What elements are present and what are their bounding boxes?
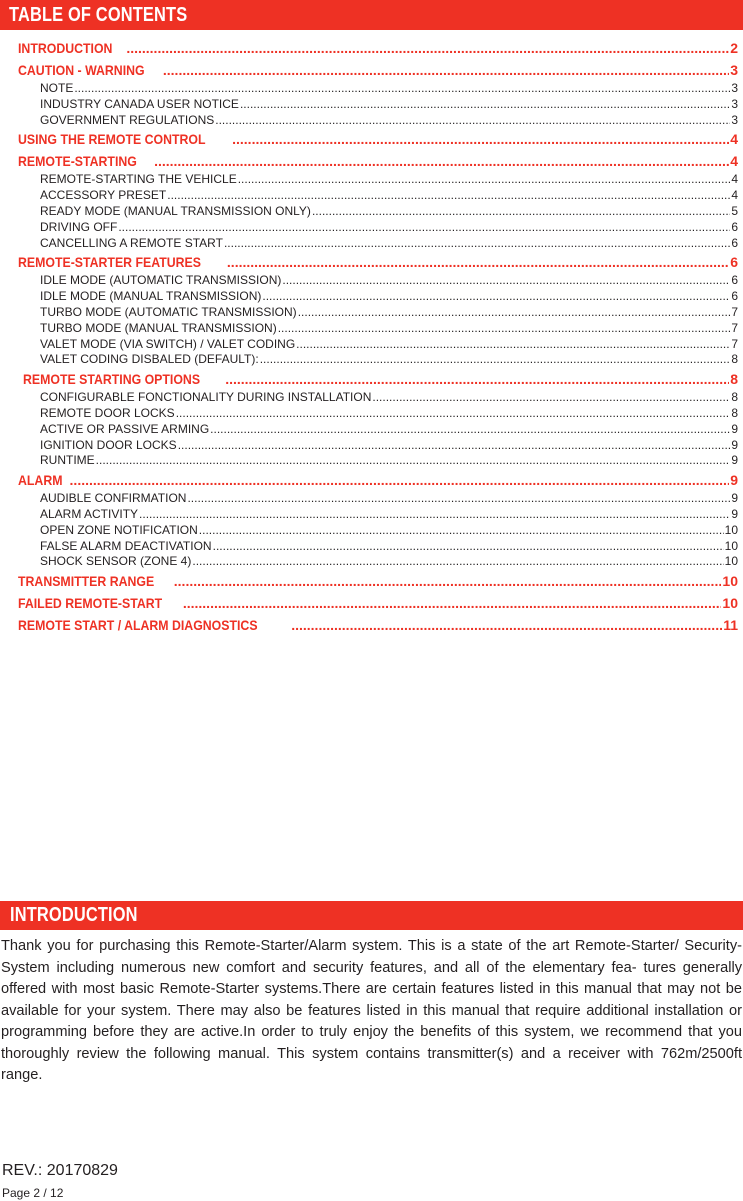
toc-subsection-entry[interactable] <box>18 321 738 337</box>
toc-section-entry[interactable] <box>18 614 738 636</box>
toc-entry-label: OPEN ZONE NOTIFICATION <box>40 522 198 537</box>
toc-entry-label: RUNTIME <box>40 453 95 468</box>
toc-dot-leader <box>167 188 730 204</box>
toc-subsection-entry[interactable] <box>18 507 738 523</box>
toc-subsection-entry[interactable] <box>18 220 738 236</box>
toc-entry-page: 6 <box>731 235 738 250</box>
toc-dot-leader <box>296 337 730 353</box>
toc-entry-page: 8 <box>731 390 738 405</box>
toc-entry-label: REMOTE START / ALARM DIAGNOSTICS <box>18 617 258 634</box>
toc-subsection-entry[interactable] <box>18 81 738 97</box>
toc-section-entry[interactable] <box>18 368 738 390</box>
toc-entry-page: 8 <box>731 352 738 367</box>
toc-entry-page: 9 <box>731 491 738 506</box>
toc-entry-page: 6 <box>731 273 738 288</box>
toc-section-entry[interactable] <box>18 128 738 150</box>
toc-entry-label: REMOTE-STARTER FEATURES <box>18 254 201 271</box>
toc-entry-page: 10 <box>722 573 738 590</box>
toc-dot-leader <box>240 97 730 113</box>
toc-dot-leader <box>126 37 729 59</box>
page-number: Page 2 / 12 <box>2 1186 64 1200</box>
toc-dot-leader <box>282 273 730 289</box>
toc-entry-page: 3 <box>730 62 738 78</box>
toc-entry-page: 3 <box>731 112 738 127</box>
toc-entry-page: 9 <box>731 437 738 452</box>
toc-dot-leader <box>291 614 722 636</box>
introduction-banner <box>0 901 743 930</box>
toc-subsection-entry[interactable] <box>18 554 738 570</box>
toc-entry-label: ALARM <box>18 472 63 489</box>
toc-entry-page: 7 <box>731 304 738 319</box>
toc-entry-page: 4 <box>731 172 738 187</box>
toc-entry-label: IDLE MODE (AUTOMATIC TRANSMISSION) <box>40 273 282 288</box>
toc-subsection-entry[interactable] <box>18 523 738 539</box>
toc-section-entry[interactable] <box>18 37 738 59</box>
toc-banner <box>0 0 743 30</box>
revision-label: REV.: 20170829 <box>2 1162 118 1179</box>
toc-section-entry[interactable] <box>18 150 738 172</box>
toc-entry-label: REMOTE-STARTING THE VEHICLE <box>40 172 237 187</box>
toc-subsection-entry[interactable] <box>18 337 738 353</box>
toc-entry-page: 2 <box>730 40 738 56</box>
toc-entry-label: REMOTE STARTING OPTIONS <box>23 371 201 388</box>
toc-entry-label: VALET CODING DISBALED (DEFAULT): <box>40 352 259 367</box>
toc-subsection-entry[interactable] <box>18 406 738 422</box>
toc-entry-page: 9 <box>731 421 738 436</box>
toc-subsection-entry[interactable] <box>18 172 738 188</box>
toc-entry-label: IDLE MODE (MANUAL TRANSMISSION) <box>40 289 262 304</box>
toc-entry-label: ALARM ACTIVITY <box>40 506 139 521</box>
toc-entry-page: 8 <box>731 405 738 420</box>
toc-entry-label: CONFIGURABLE FONCTIONALITY DURING INSTALLATION <box>40 390 372 405</box>
toc-subsection-entry[interactable] <box>18 113 738 129</box>
toc-dot-leader <box>187 491 730 507</box>
toc-entry-page: 3 <box>731 81 738 95</box>
toc-entry-page: 4 <box>731 188 738 203</box>
toc-subsection-entry[interactable] <box>18 97 738 113</box>
toc-dot-leader <box>312 204 730 220</box>
toc-dot-leader <box>260 352 731 368</box>
toc-entry-label: FALSE ALARM DEACTIVATION <box>40 538 212 553</box>
toc-entry-page: 9 <box>731 506 738 521</box>
toc-subsection-entry[interactable] <box>18 236 738 252</box>
toc-entry-page: 7 <box>731 320 738 335</box>
toc-title: TABLE OF CONTENTS <box>9 4 188 26</box>
toc-entry-page: 6 <box>731 289 738 304</box>
toc-subsection-entry[interactable] <box>18 289 738 305</box>
toc-dot-leader <box>74 81 730 97</box>
toc-entry-page: 10 <box>724 522 738 537</box>
toc-dot-leader <box>238 172 731 188</box>
toc-dot-leader <box>199 523 724 539</box>
toc-entry-page: 5 <box>731 203 738 218</box>
toc-entry-label: FAILED REMOTE-START <box>18 595 163 612</box>
toc-entry-label: GOVERNMENT REGULATIONS <box>40 112 215 127</box>
toc-subsection-entry[interactable] <box>18 438 738 454</box>
toc-dot-leader <box>262 289 730 305</box>
toc-entry-label: ACTIVE OR PASSIVE ARMING <box>40 421 210 436</box>
table-of-contents <box>18 37 738 636</box>
toc-dot-leader <box>178 438 731 454</box>
toc-entry-page: 7 <box>731 336 738 351</box>
toc-dot-leader <box>224 236 730 252</box>
introduction-paragraph: Thank you for purchasing this Remote-Starter/Alarm system. This is a state of the art Remote-Starter/ Security-System including numerous new comfort and security features, and all of the elementary fea- tures generally offered with most basic Remote-Starter systems.There are certain features listed in this manual that may not be available for your system. There may also be features listed in this manual that require additional installation or programming before they are active.In order to truly enjoy the benefits of this system, we recommend that you thoroughly review the following manual. This system contains transmitter(s) and a receiver with 762m/2500ft range. <box>1 938 742 1083</box>
introduction-title: INTRODUCTION <box>10 904 138 926</box>
toc-dot-leader <box>215 113 730 129</box>
toc-entry-label: USING THE REMOTE CONTROL <box>18 131 206 148</box>
toc-entry-label: TRANSMITTER RANGE <box>18 573 155 590</box>
toc-entry-label: INTRODUCTION <box>18 40 113 56</box>
toc-entry-label: CAUTION - WARNING <box>18 62 145 78</box>
toc-entry-label: INDUSTRY CANADA USER NOTICE <box>40 96 239 111</box>
toc-dot-leader <box>176 406 731 422</box>
toc-entry-label: AUDIBLE CONFIRMATION <box>40 491 187 506</box>
toc-section-entry[interactable] <box>18 59 738 81</box>
toc-dot-leader <box>278 321 731 337</box>
toc-entry-page: 9 <box>731 453 738 468</box>
toc-dot-leader <box>227 251 729 273</box>
toc-dot-leader <box>183 592 722 614</box>
toc-entry-label: READY MODE (MANUAL TRANSMISSION ONLY) <box>40 203 311 218</box>
toc-dot-leader <box>139 507 730 523</box>
toc-entry-page: 3 <box>731 96 738 111</box>
toc-dot-leader <box>192 554 723 570</box>
toc-subsection-entry[interactable] <box>18 422 738 438</box>
toc-dot-leader <box>163 59 729 81</box>
toc-entry-label: IGNITION DOOR LOCKS <box>40 437 177 452</box>
toc-dot-leader <box>118 220 730 236</box>
toc-subsection-entry[interactable] <box>18 204 738 220</box>
toc-dot-leader <box>210 422 730 438</box>
toc-dot-leader <box>225 368 729 390</box>
toc-entry-page: 4 <box>730 131 738 148</box>
toc-subsection-entry[interactable] <box>18 539 738 555</box>
toc-dot-leader <box>174 570 722 592</box>
toc-entry-page: 10 <box>724 554 738 569</box>
toc-entry-label: REMOTE-STARTING <box>18 153 137 170</box>
toc-subsection-entry[interactable] <box>18 305 738 321</box>
toc-entry-label: TURBO MODE (AUTOMATIC TRANSMISSION) <box>40 304 297 319</box>
toc-entry-page: 8 <box>730 371 738 388</box>
toc-section-entry[interactable] <box>18 251 738 273</box>
toc-entry-label: CANCELLING A REMOTE START <box>40 235 223 250</box>
toc-entry-page: 6 <box>731 219 738 234</box>
toc-entry-page: 10 <box>724 538 738 553</box>
toc-entry-label: REMOTE DOOR LOCKS <box>40 405 175 420</box>
toc-section-entry[interactable] <box>18 570 738 592</box>
toc-dot-leader <box>298 305 731 321</box>
toc-dot-leader <box>96 453 731 469</box>
toc-dot-leader <box>232 128 729 150</box>
toc-section-entry[interactable] <box>18 592 738 614</box>
toc-section-entry[interactable] <box>18 469 738 491</box>
toc-subsection-entry[interactable] <box>18 188 738 204</box>
toc-subsection-entry[interactable] <box>18 491 738 507</box>
toc-subsection-entry[interactable] <box>18 273 738 289</box>
toc-dot-leader <box>70 469 730 491</box>
toc-entry-label: SHOCK SENSOR (ZONE 4) <box>40 554 192 569</box>
toc-subsection-entry[interactable] <box>18 352 738 368</box>
toc-subsection-entry[interactable] <box>18 390 738 406</box>
toc-dot-leader <box>372 390 730 406</box>
toc-entry-label: DRIVING OFF <box>40 219 118 234</box>
toc-entry-page: 10 <box>722 595 738 612</box>
toc-subsection-entry[interactable] <box>18 453 738 469</box>
toc-entry-label: TURBO MODE (MANUAL TRANSMISSION) <box>40 320 277 335</box>
toc-entry-page: 9 <box>730 472 738 489</box>
toc-entry-page: 6 <box>730 254 738 271</box>
toc-dot-leader <box>213 539 724 555</box>
toc-dot-leader <box>154 150 729 172</box>
toc-entry-page: 11 <box>723 617 738 634</box>
toc-entry-label: ACCESSORY PRESET <box>40 188 167 203</box>
toc-entry-label: NOTE <box>40 81 74 95</box>
toc-entry-page: 4 <box>730 153 738 170</box>
toc-entry-label: VALET MODE (VIA SWITCH) / VALET CODING <box>40 336 296 351</box>
